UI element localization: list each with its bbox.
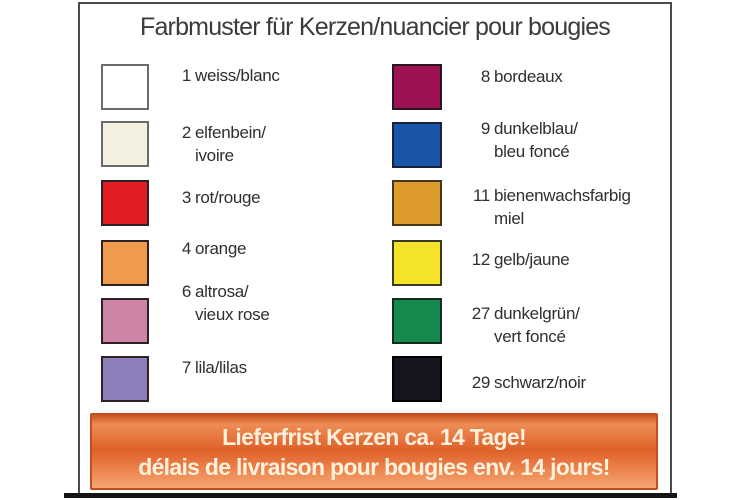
swatch-weiss-blanc	[101, 64, 149, 110]
bottom-rule	[64, 493, 677, 498]
swatch-orange	[101, 240, 149, 286]
swatch-schwarz-noir	[392, 356, 442, 402]
delivery-line-de: Lieferfrist Kerzen ca. 14 Tage!	[222, 424, 526, 450]
label-weiss-blanc	[178, 64, 280, 87]
color-number: 4	[181, 239, 191, 258]
swatch-altrosa-vieux-rose	[101, 298, 149, 344]
color-name: dunkelgrün/ vert foncé	[494, 304, 580, 346]
swatch-dunkelgruen-vert-fonce	[392, 298, 442, 344]
color-number: 6	[181, 282, 191, 301]
swatch-bordeaux	[392, 64, 442, 110]
color-number: 27	[471, 304, 490, 323]
swatch-bienenwachsfarbig-miel	[392, 180, 442, 226]
delivery-banner	[90, 413, 658, 490]
swatch-elfenbein-ivoire	[101, 121, 149, 167]
label-gelb-jaune	[470, 248, 569, 271]
color-name: bienenwachsfarbig miel	[494, 186, 631, 228]
color-name: dunkelblau/ bleu foncé	[494, 119, 578, 161]
color-number: 1	[181, 66, 191, 85]
color-name: schwarz/noir	[494, 373, 586, 392]
color-name: gelb/jaune	[494, 250, 570, 269]
color-name: weiss/blanc	[195, 66, 280, 85]
label-orange	[178, 237, 246, 260]
page-title: Farbmuster für Kerzen/nuancier pour bougies	[139, 13, 611, 41]
color-number: 2	[181, 123, 191, 142]
color-name: altrosa/ vieux rose	[195, 282, 270, 324]
color-number: 12	[471, 250, 490, 269]
label-lila-lilas	[178, 356, 247, 379]
color-number: 3	[181, 188, 191, 207]
label-bordeaux	[470, 65, 563, 88]
color-name: elfenbein/ ivoire	[195, 123, 266, 165]
color-number: 8	[480, 67, 490, 86]
label-dunkelgruen-vert-fonce	[470, 302, 580, 348]
label-bienenwachsfarbig-miel	[470, 184, 631, 230]
color-name: lila/lilas	[195, 358, 247, 377]
swatch-lila-lilas	[101, 356, 149, 402]
color-name: bordeaux	[494, 67, 563, 86]
color-number: 7	[181, 358, 191, 377]
swatch-rot-rouge	[101, 180, 149, 226]
swatch-gelb-jaune	[392, 240, 442, 286]
delivery-line-fr: délais de livraison pour bougies env. 14 jours!	[138, 454, 610, 480]
label-dunkelblau-bleu-fonce	[470, 117, 578, 163]
color-number: 29	[471, 373, 490, 392]
label-elfenbein-ivoire	[178, 121, 266, 167]
color-name: orange	[195, 239, 247, 258]
label-rot-rouge	[178, 186, 260, 209]
color-name: rot/rouge	[195, 188, 261, 207]
color-number: 11	[472, 186, 490, 205]
label-schwarz-noir	[470, 371, 586, 394]
color-number: 9	[480, 119, 490, 138]
label-altrosa-vieux-rose	[178, 280, 269, 326]
swatch-dunkelblau-bleu-fonce	[392, 122, 442, 168]
